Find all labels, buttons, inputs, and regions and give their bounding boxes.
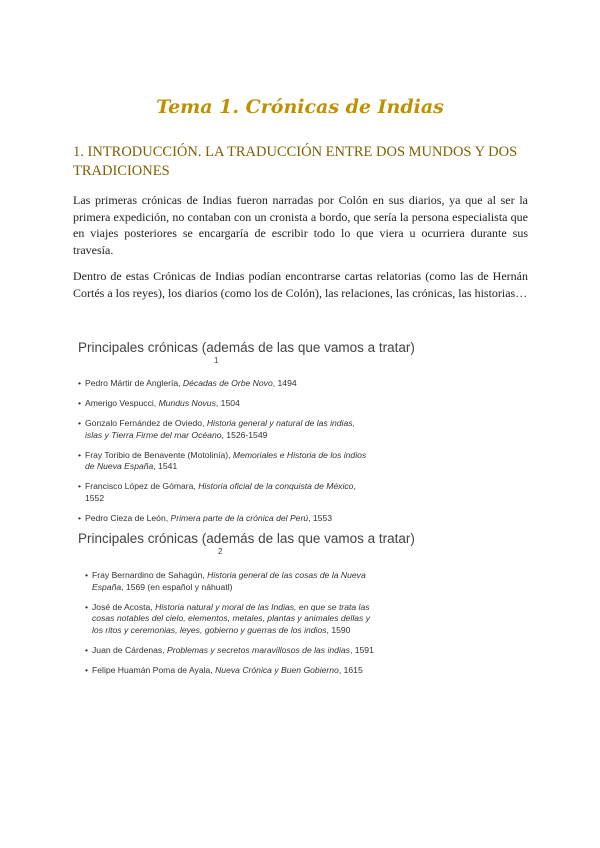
paragraph-types: Dentro de estas Crónicas de Indias podían encontrarse cartas relatorias (como las de Hernán Cortés a los reyes), los diarios (como los de Colón), las relaciones, las crónicas, las historias… [73,269,528,300]
list-item: • José de Acosta, Historia natural y moral de las Indias, en que se trata las cosas notables del cielo, elementos, metales, plantas y animales dellas y los ritos y ceremonias, leyes, gobierno y guerras de los indios, 1590 [85,602,377,637]
slide-principales-cronicas-2 [78,531,415,675]
list-item: • Gonzalo Fernández de Oviedo, Historia general y natural de las indias, islas y Tierra Firme del mar Océano, 1526-1549 [78,418,370,441]
list-item: • Felipe Huamán Poma de Ayala, Nueva Crónica y Buen Gobierno, 1615 [85,665,377,677]
document-title: Tema 1. Crónicas de Indias [156,96,444,118]
chronicle-list [78,378,370,533]
list-item: • Francisco López de Gómara, Historia oficial de la conquista de México, 1552 [78,481,370,504]
list-item: • Fray Toribio de Benavente (Motolinía), Memoriales e Historia de los indios de Nueva España, 1541 [78,450,370,473]
list-item: • Fray Bernardino de Sahagún, Historia general de las cosas de la Nueva España, 1569 (en español y náhuatl) [85,570,377,593]
paragraph-intro: Las primeras crónicas de Indias fueron narradas por Colón en sus diarios, ya que al ser la primera expedición, no contaban con un cronista a bordo, que sería la persona especialista que en viajes posteriores se encargaría de escribir todo lo que viera u ocurriera durante sus travesía. [73,193,528,257]
slide-title: Principales crónicas (además de las que vamos a tratar) [78,340,415,355]
list-item: • Pedro Mártir de Anglería, Décadas de Orbe Novo, 1494 [78,378,370,390]
section-heading: 1. INTRODUCCIÓN. LA TRADUCCIÓN ENTRE DOS MUNDOS Y DOS TRADICIONES [73,144,518,179]
list-item: • Pedro Cieza de León, Primera parte de la crónica del Perú, 1553 [78,513,370,525]
slide-number: 2 [218,547,223,556]
chronicle-list [85,570,377,685]
slide-principales-cronicas-1 [78,340,415,523]
list-item: • Amerigo Vespucci, Mundus Novus, 1504 [78,398,370,410]
slide-title: Principales crónicas (además de las que vamos a tratar) [78,531,415,546]
list-item: • Juan de Cárdenas, Problemas y secretos maravillosos de las indias, 1591 [85,645,377,657]
slide-number: 1 [214,356,219,365]
